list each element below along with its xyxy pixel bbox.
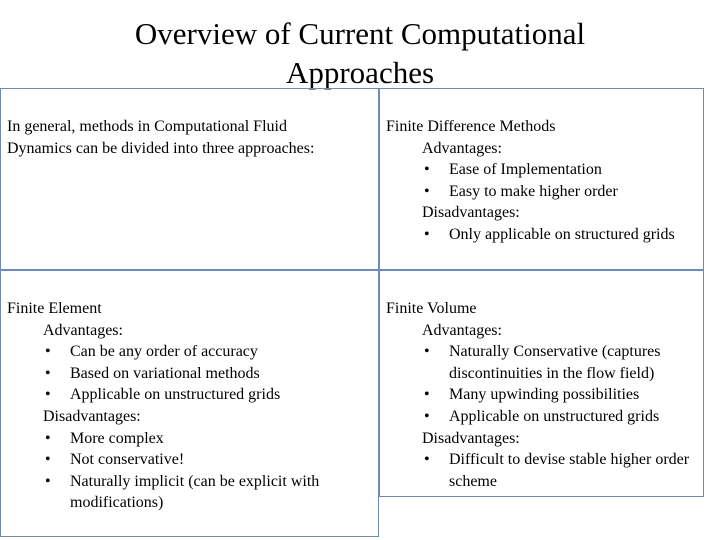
bullet-item: • Naturally implicit (can be explicit with modifications) — [43, 471, 378, 514]
bullet-item: • Not conservative! — [43, 449, 378, 471]
finite-element-advantages-label: Advantages: — [43, 321, 123, 339]
slide-title-line-2: Approaches — [285, 55, 435, 90]
bullet-item: • Based on variational methods — [43, 363, 378, 385]
finite-difference-heading: Finite Difference Methods — [386, 118, 556, 135]
finite-difference-disadvantages-list — [386, 224, 703, 246]
finite-difference-advantages-list — [386, 159, 703, 202]
bullet-item: • Many upwinding possibilities — [422, 384, 703, 406]
slide-title-line-1: Overview of Current Computational — [134, 16, 586, 51]
bullet-item: • Naturally Conservative (captures discontinuities in the flow field) — [422, 341, 703, 384]
finite-element-disadvantages-list — [7, 428, 378, 514]
bullet-item: • Difficult to devise stable higher order scheme — [422, 449, 703, 492]
bullet-item: • Ease of Implementation — [422, 159, 703, 181]
finite-volume-heading: Finite Volume — [386, 300, 477, 317]
bullet-item: • Can be any order of accuracy — [43, 341, 378, 363]
finite-difference-disadvantages-label: Disadvantages: — [422, 204, 520, 222]
bullet-item: • Easy to make higher order — [422, 181, 703, 203]
bullet-item: • Applicable on unstructured grids — [422, 406, 703, 428]
finite-difference-cell — [379, 88, 704, 270]
finite-element-cell — [0, 270, 379, 537]
bullet-item: • Only applicable on structured grids — [422, 224, 703, 246]
intro-cell — [0, 88, 379, 270]
finite-volume-advantages-label: Advantages: — [422, 321, 502, 339]
finite-element-heading: Finite Element — [7, 300, 102, 317]
bullet-item: • Applicable on unstructured grids — [43, 384, 378, 406]
finite-volume-advantages-list — [386, 341, 703, 427]
finite-difference-advantages-label: Advantages: — [422, 139, 502, 157]
bullet-item: • More complex — [43, 428, 378, 450]
intro-text-line-2: Dynamics can be divided into three approaches: — [7, 139, 315, 157]
finite-element-disadvantages-label: Disadvantages: — [43, 407, 141, 425]
finite-volume-disadvantages-label: Disadvantages: — [422, 429, 520, 447]
finite-volume-disadvantages-list — [386, 449, 703, 492]
finite-volume-cell — [379, 270, 704, 497]
intro-text-line-1: In general, methods in Computational Fluid — [7, 118, 287, 135]
slide-title — [40, 14, 680, 92]
finite-element-advantages-list — [7, 341, 378, 406]
